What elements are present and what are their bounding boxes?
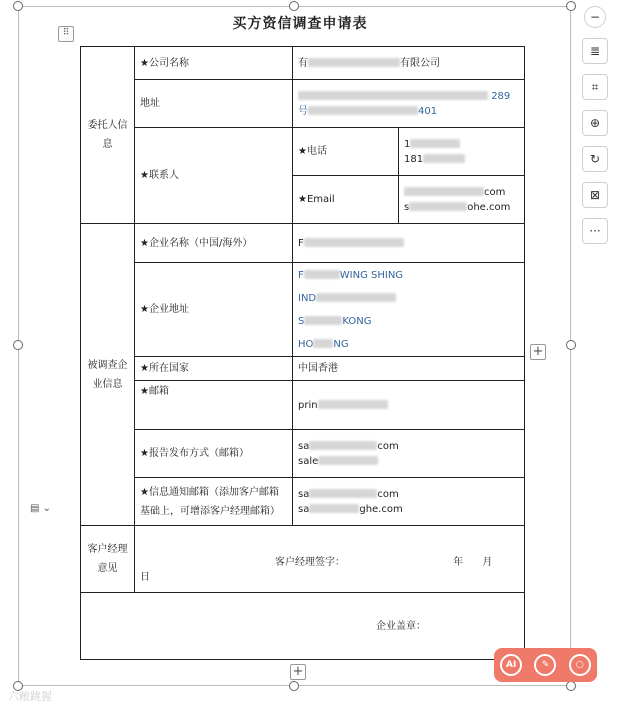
country-label: ★所在国家 bbox=[135, 357, 293, 381]
ent-name-value[interactable]: F bbox=[293, 224, 525, 263]
watermark: 六敞跳猩 bbox=[8, 690, 52, 703]
seal-label: 企业盖章： bbox=[376, 620, 426, 632]
image-replace-icon[interactable]: ⊠ bbox=[582, 182, 608, 208]
ent-addr-label: ★企业地址 bbox=[135, 263, 293, 357]
company-name-label: ★公司名称 bbox=[135, 47, 293, 80]
address-label: 地址 bbox=[135, 80, 293, 128]
rotate-icon[interactable]: ↻ bbox=[582, 146, 608, 172]
resize-handle-tl[interactable] bbox=[13, 1, 23, 11]
zoom-out-button[interactable]: − bbox=[584, 6, 606, 28]
section-manager: 客户经理意见 bbox=[81, 526, 135, 593]
email-label: ★Email bbox=[293, 176, 399, 224]
section-client: 委托人信息 bbox=[81, 47, 135, 224]
form-title: 买方资信调查申请表 bbox=[232, 16, 368, 32]
row-menu-icon[interactable]: ▤ ⌄ bbox=[30, 503, 52, 514]
add-row-button[interactable]: + bbox=[290, 664, 306, 680]
report-label: ★报告发布方式（邮箱） bbox=[135, 430, 293, 478]
section-investigated: 被调查企业信息 bbox=[81, 224, 135, 526]
table-drag-icon[interactable]: ⠿ bbox=[58, 26, 74, 42]
manager-opinion-cell[interactable]: 客户经理签字： 年 月 日 bbox=[135, 526, 525, 593]
notify-label: ★信息通知邮箱（添加客户邮箱基础上，可增添客户经理邮箱） bbox=[135, 478, 293, 526]
phone-label: ★电话 bbox=[293, 128, 399, 176]
mailbox-label: ★邮箱 bbox=[135, 381, 293, 430]
resize-handle-tm[interactable] bbox=[289, 1, 299, 11]
add-column-button[interactable]: + bbox=[530, 344, 546, 360]
more-button[interactable]: ··· bbox=[582, 218, 608, 244]
notify-value[interactable]: sa com sa ghe.com bbox=[293, 478, 525, 526]
ent-addr-value[interactable]: F WING SHING IND S KONG HO NG bbox=[293, 263, 525, 357]
report-value[interactable]: sa com sale bbox=[293, 430, 525, 478]
resize-handle-tr[interactable] bbox=[566, 1, 576, 11]
ai-icon[interactable]: AI bbox=[500, 654, 522, 676]
side-toolbar bbox=[582, 6, 612, 254]
resize-handle-bm[interactable] bbox=[289, 681, 299, 691]
resize-handle-ml[interactable] bbox=[13, 340, 23, 350]
ai-assistant-bar bbox=[494, 648, 597, 682]
magic-wand-icon[interactable]: ✎ bbox=[534, 654, 556, 676]
crop-icon[interactable]: ⌗ bbox=[582, 74, 608, 100]
seal-cell[interactable] bbox=[81, 593, 525, 660]
resize-handle-mr[interactable] bbox=[566, 340, 576, 350]
phone-value[interactable]: 1 181 bbox=[399, 128, 525, 176]
country-value[interactable]: 中国香港 bbox=[293, 357, 525, 381]
manager-sign-label: 客户经理签字： bbox=[275, 557, 345, 568]
resize-handle-br[interactable] bbox=[566, 681, 576, 691]
company-name-value[interactable]: 有 有限公司 bbox=[293, 47, 525, 80]
email-value[interactable]: com s ohe.com bbox=[399, 176, 525, 224]
text-wrap-icon[interactable]: ≣ bbox=[582, 38, 608, 64]
ent-name-label: ★企业名称（中国/海外） bbox=[135, 224, 293, 263]
mailbox-value[interactable]: prin bbox=[293, 381, 525, 430]
zoom-in-icon[interactable]: ⊕ bbox=[582, 110, 608, 136]
contact-label: ★联系人 bbox=[135, 128, 293, 224]
application-table bbox=[80, 46, 525, 660]
address-value[interactable]: 289 号 401 bbox=[293, 80, 525, 128]
search-icon[interactable]: ○ bbox=[569, 654, 591, 676]
